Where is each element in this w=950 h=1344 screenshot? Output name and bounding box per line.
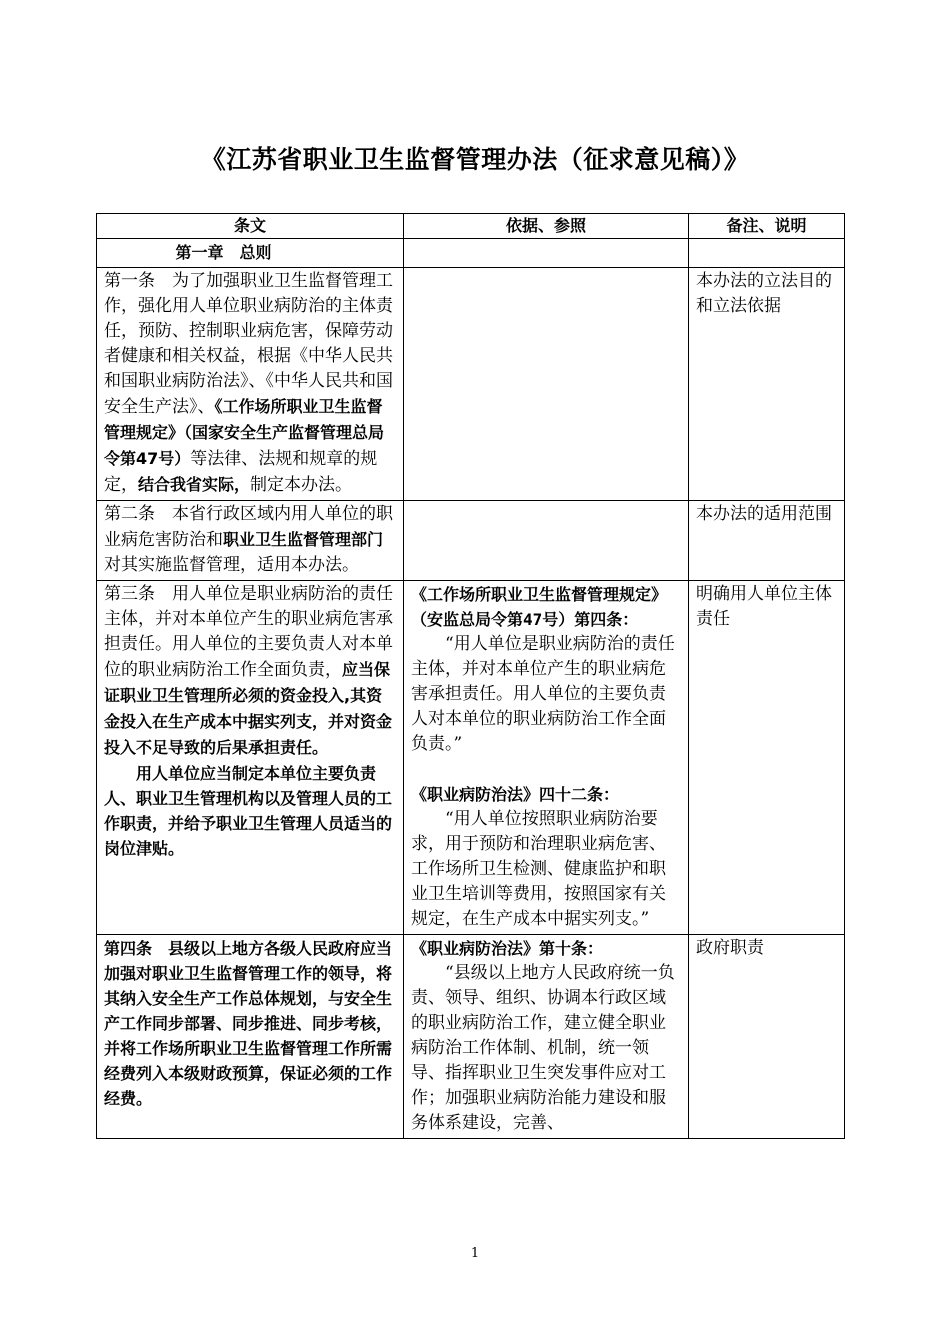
- article-1-seg-3: 结合我省实际，: [138, 475, 251, 494]
- header-note: 备注、说明: [689, 214, 845, 239]
- table-row: [97, 501, 845, 581]
- article-1-seg-2: 等法律、法规和规章的规定，: [104, 449, 378, 495]
- article-2-seg-2: 对其实施监督管理，适用本办法。: [104, 555, 359, 575]
- basis-1: [404, 268, 689, 501]
- article-1-seg-4: 制定本办法。: [250, 475, 353, 495]
- table-row: [97, 935, 845, 1139]
- table-row: [97, 581, 845, 935]
- basis-2: [404, 501, 689, 581]
- basis-3-ref-1-title: 《工作场所职业卫生监督管理规定》（安监总局令第47号）第四条：: [411, 585, 668, 629]
- article-3-para-2: 用人单位应当制定本单位主要负责人、职业卫生管理机构以及管理人员的工作职责，并给予职业卫生管理人员适当的岗位津贴。: [104, 764, 393, 858]
- article-2: [97, 501, 404, 581]
- article-1: [97, 268, 404, 501]
- article-3-seg-1: 应当保证职业卫生管理所必须的资金投入,其资金投入在生产成本中据实列支，并对资金投入不足导致的后果承担责任。: [104, 660, 393, 757]
- article-3-para-1: [104, 582, 396, 761]
- header-basis: 依据、参照: [404, 214, 689, 239]
- basis-4-ref-text: “县级以上地方人民政府统一负责、领导、组织、协调本行政区域的职业病防治工作，建立健全职业病防治工作体制、机制，统一领导、指挥职业卫生突发事件应对工作；加强职业病防治能力建设和服务体系建设，完善、: [411, 963, 675, 1133]
- article-4: 第四条 县级以上地方各级人民政府应当加强对职业卫生监督管理工作的领导，将其纳入安全生产工作总体规划，与安全生产工作同步部署、同步推进、同步考核，并将工作场所职业卫生监督管理工作所需经费列入本级财政预算，保证必须的工作经费。: [97, 935, 404, 1139]
- chapter-basis-empty: [404, 239, 689, 268]
- note-2: 本办法的适用范围: [689, 501, 845, 581]
- table-header-row: [97, 214, 845, 239]
- note-3: 明确用人单位主体责任: [689, 581, 845, 935]
- note-1: 本办法的立法目的和立法依据: [689, 268, 845, 501]
- article-2-seg-1: 职业卫生监督管理部门: [223, 530, 384, 549]
- basis-3-ref-2-text: “用人单位按照职业病防治要求，用于预防和治理职业病危害、工作场所卫生检测、健康监护和职业卫生培训等费用，按照国家有关规定，在生产成本中据实列支。”: [411, 809, 666, 929]
- note-4: 政府职责: [689, 935, 845, 1139]
- page-number: 1: [470, 1246, 480, 1261]
- basis-3-ref-1-text: “用人单位是职业病防治的责任主体，并对本单位产生的职业病危害承担责任。用人单位的主要负责人对本单位的职业病防治工作全面负责。”: [411, 634, 675, 754]
- basis-4: [404, 935, 689, 1139]
- article-3: [97, 581, 404, 935]
- article-1-seg-0: 第一条 为了加强职业卫生监督管理工作，强化用人单位职业病防治的主体责任，预防、控制职业病危害，保障劳动者健康和相关权益，根据《中华人民共和国职业病防治法》、《中华人民共和国安全生产法》、: [104, 271, 393, 417]
- regulation-table: [96, 213, 845, 1139]
- chapter-title: 第一章 总则: [97, 239, 404, 268]
- header-article: 条文: [97, 214, 404, 239]
- basis-3: [404, 581, 689, 935]
- document-title: 《江苏省职业卫生监督管理办法（征求意见稿）》: [200, 145, 750, 174]
- article-1-seg-1: 《工作场所职业卫生监督管理规定》（国家安全生产监督管理总局令第47号）: [104, 397, 385, 468]
- basis-3-ref-2-title: 《职业病防治法》四十二条：: [411, 785, 620, 804]
- article-2-seg-0: 第二条 本省行政区域内用人单位的职业病危害防治和: [104, 504, 393, 550]
- basis-4-ref-title: 《职业病防治法》第十条：: [411, 939, 604, 958]
- chapter-row: [97, 239, 845, 268]
- chapter-note-empty: [689, 239, 845, 268]
- article-3-seg-0: 第三条 用人单位是职业病防治的责任主体，并对本单位产生的职业病危害承担责任。用人单位的主要负责人对本单位的职业病防治工作全面负责，: [104, 584, 393, 680]
- table-row: [97, 268, 845, 501]
